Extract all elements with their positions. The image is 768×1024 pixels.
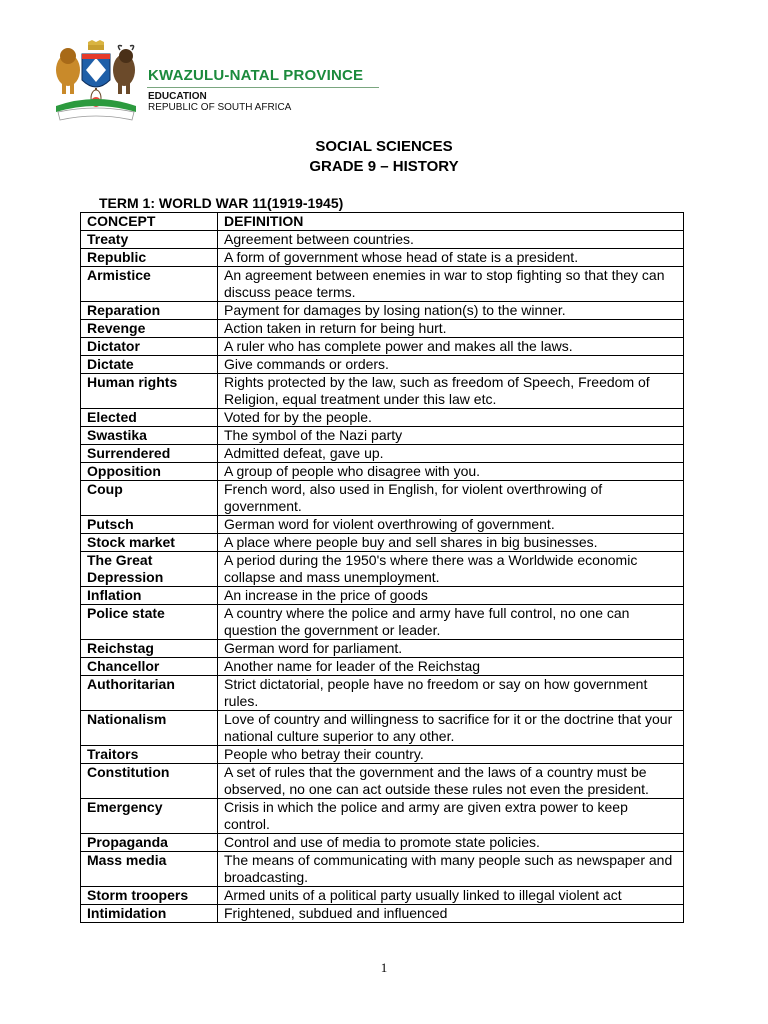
definition-cell: German word for parliament. (218, 640, 684, 658)
table-row (81, 534, 684, 552)
table-row (81, 799, 684, 834)
definition-cell: A set of rules that the government and the laws of a country must be observed, no one can act outside these rules not even the president. (218, 764, 684, 799)
concept-cell: Reichstag (81, 640, 218, 658)
table-row (81, 764, 684, 799)
concept-cell: Storm troopers (81, 887, 218, 905)
concept-cell: Propaganda (81, 834, 218, 852)
letterhead (48, 40, 388, 124)
definition-cell: Rights protected by the law, such as freedom of Speech, Freedom of Religion, equal treatment under this law etc. (218, 374, 684, 409)
definition-cell: A group of people who disagree with you. (218, 463, 684, 481)
provincial-coat-of-arms-icon (48, 40, 144, 122)
concept-cell: Dictator (81, 338, 218, 356)
definition-cell: An agreement between enemies in war to stop fighting so that they can discuss peace terms. (218, 267, 684, 302)
concept-cell: Inflation (81, 587, 218, 605)
concept-cell: Stock market (81, 534, 218, 552)
table-row (81, 852, 684, 887)
definition-cell: Control and use of media to promote state policies. (218, 834, 684, 852)
concept-cell: Reparation (81, 302, 218, 320)
document-subtitle: GRADE 9 – HISTORY (309, 158, 459, 175)
glossary-table (80, 212, 684, 923)
table-row (81, 267, 684, 302)
definition-cell: Action taken in return for being hurt. (218, 320, 684, 338)
definition-cell: Armed units of a political party usually linked to illegal violent act (218, 887, 684, 905)
definition-cell: Admitted defeat, gave up. (218, 445, 684, 463)
definition-cell: Voted for by the people. (218, 409, 684, 427)
concept-cell: Elected (81, 409, 218, 427)
document-title: SOCIAL SCIENCES (315, 138, 453, 155)
concept-cell: Treaty (81, 231, 218, 249)
definition-cell: A period during the 1950's where there was a Worldwide economic collapse and mass unemployment. (218, 552, 684, 587)
concept-cell: Republic (81, 249, 218, 267)
department-name: EDUCATION (148, 91, 207, 102)
concept-cell: Armistice (81, 267, 218, 302)
concept-cell: Revenge (81, 320, 218, 338)
glossary-body (81, 231, 684, 923)
table-row (81, 302, 684, 320)
table-row (81, 374, 684, 409)
concept-column-header: CONCEPT (81, 213, 218, 231)
definition-cell: French word, also used in English, for violent overthrowing of government. (218, 481, 684, 516)
table-row (81, 587, 684, 605)
definition-cell: Love of country and willingness to sacrifice for it or the doctrine that your national culture superior to any other. (218, 711, 684, 746)
table-row (81, 356, 684, 374)
concept-cell: Police state (81, 605, 218, 640)
table-row (81, 658, 684, 676)
table-row (81, 834, 684, 852)
table-row (81, 481, 684, 516)
definition-cell: Give commands or orders. (218, 356, 684, 374)
definition-cell: A ruler who has complete power and makes all the laws. (218, 338, 684, 356)
concept-cell: Putsch (81, 516, 218, 534)
table-row (81, 445, 684, 463)
concept-cell: Intimidation (81, 905, 218, 923)
table-row (81, 676, 684, 711)
table-row (81, 463, 684, 481)
concept-cell: Opposition (81, 463, 218, 481)
table-row (81, 320, 684, 338)
definition-cell: The symbol of the Nazi party (218, 427, 684, 445)
definition-cell: A form of government whose head of state is a president. (218, 249, 684, 267)
definition-cell: A country where the police and army have full control, no one can question the government or leader. (218, 605, 684, 640)
table-row (81, 605, 684, 640)
concept-cell: Authoritarian (81, 676, 218, 711)
definition-cell: The means of communicating with many people such as newspaper and broadcasting. (218, 852, 684, 887)
concept-cell: Emergency (81, 799, 218, 834)
definition-cell: Frightened, subdued and influenced (218, 905, 684, 923)
definition-cell: Crisis in which the police and army are given extra power to keep control. (218, 799, 684, 834)
concept-cell: Traitors (81, 746, 218, 764)
table-row (81, 409, 684, 427)
concept-cell: Mass media (81, 852, 218, 887)
province-name: KWAZULU-NATAL PROVINCE (148, 67, 364, 84)
definition-cell: Another name for leader of the Reichstag (218, 658, 684, 676)
concept-cell: Chancellor (81, 658, 218, 676)
definition-cell: Strict dictatorial, people have no freedom or say on how government rules. (218, 676, 684, 711)
table-row (81, 427, 684, 445)
table-row (81, 905, 684, 923)
concept-cell: Dictate (81, 356, 218, 374)
table-row (81, 231, 684, 249)
definition-cell: Payment for damages by losing nation(s) to the winner. (218, 302, 684, 320)
concept-cell: Constitution (81, 764, 218, 799)
table-row (81, 887, 684, 905)
term-heading: TERM 1: WORLD WAR 11(1919-1945) (99, 195, 344, 211)
concept-cell: Surrendered (81, 445, 218, 463)
definition-column-header: DEFINITION (218, 213, 684, 231)
table-row (81, 746, 684, 764)
definition-cell: German word for violent overthrowing of government. (218, 516, 684, 534)
concept-cell: Human rights (81, 374, 218, 409)
page-number: 1 (380, 960, 388, 975)
table-row (81, 552, 684, 587)
table-row (81, 640, 684, 658)
table-row (81, 516, 684, 534)
table-header-row (81, 213, 684, 231)
definition-cell: An increase in the price of goods (218, 587, 684, 605)
country-name: REPUBLIC OF SOUTH AFRICA (148, 102, 292, 113)
table-row (81, 249, 684, 267)
concept-cell: Swastika (81, 427, 218, 445)
concept-cell: Coup (81, 481, 218, 516)
definition-cell: Agreement between countries. (218, 231, 684, 249)
concept-cell: Nationalism (81, 711, 218, 746)
definition-cell: People who betray their country. (218, 746, 684, 764)
letterhead-divider (147, 87, 379, 88)
definition-cell: A place where people buy and sell shares in big businesses. (218, 534, 684, 552)
table-row (81, 338, 684, 356)
concept-cell: The Great Depression (81, 552, 218, 587)
table-row (81, 711, 684, 746)
